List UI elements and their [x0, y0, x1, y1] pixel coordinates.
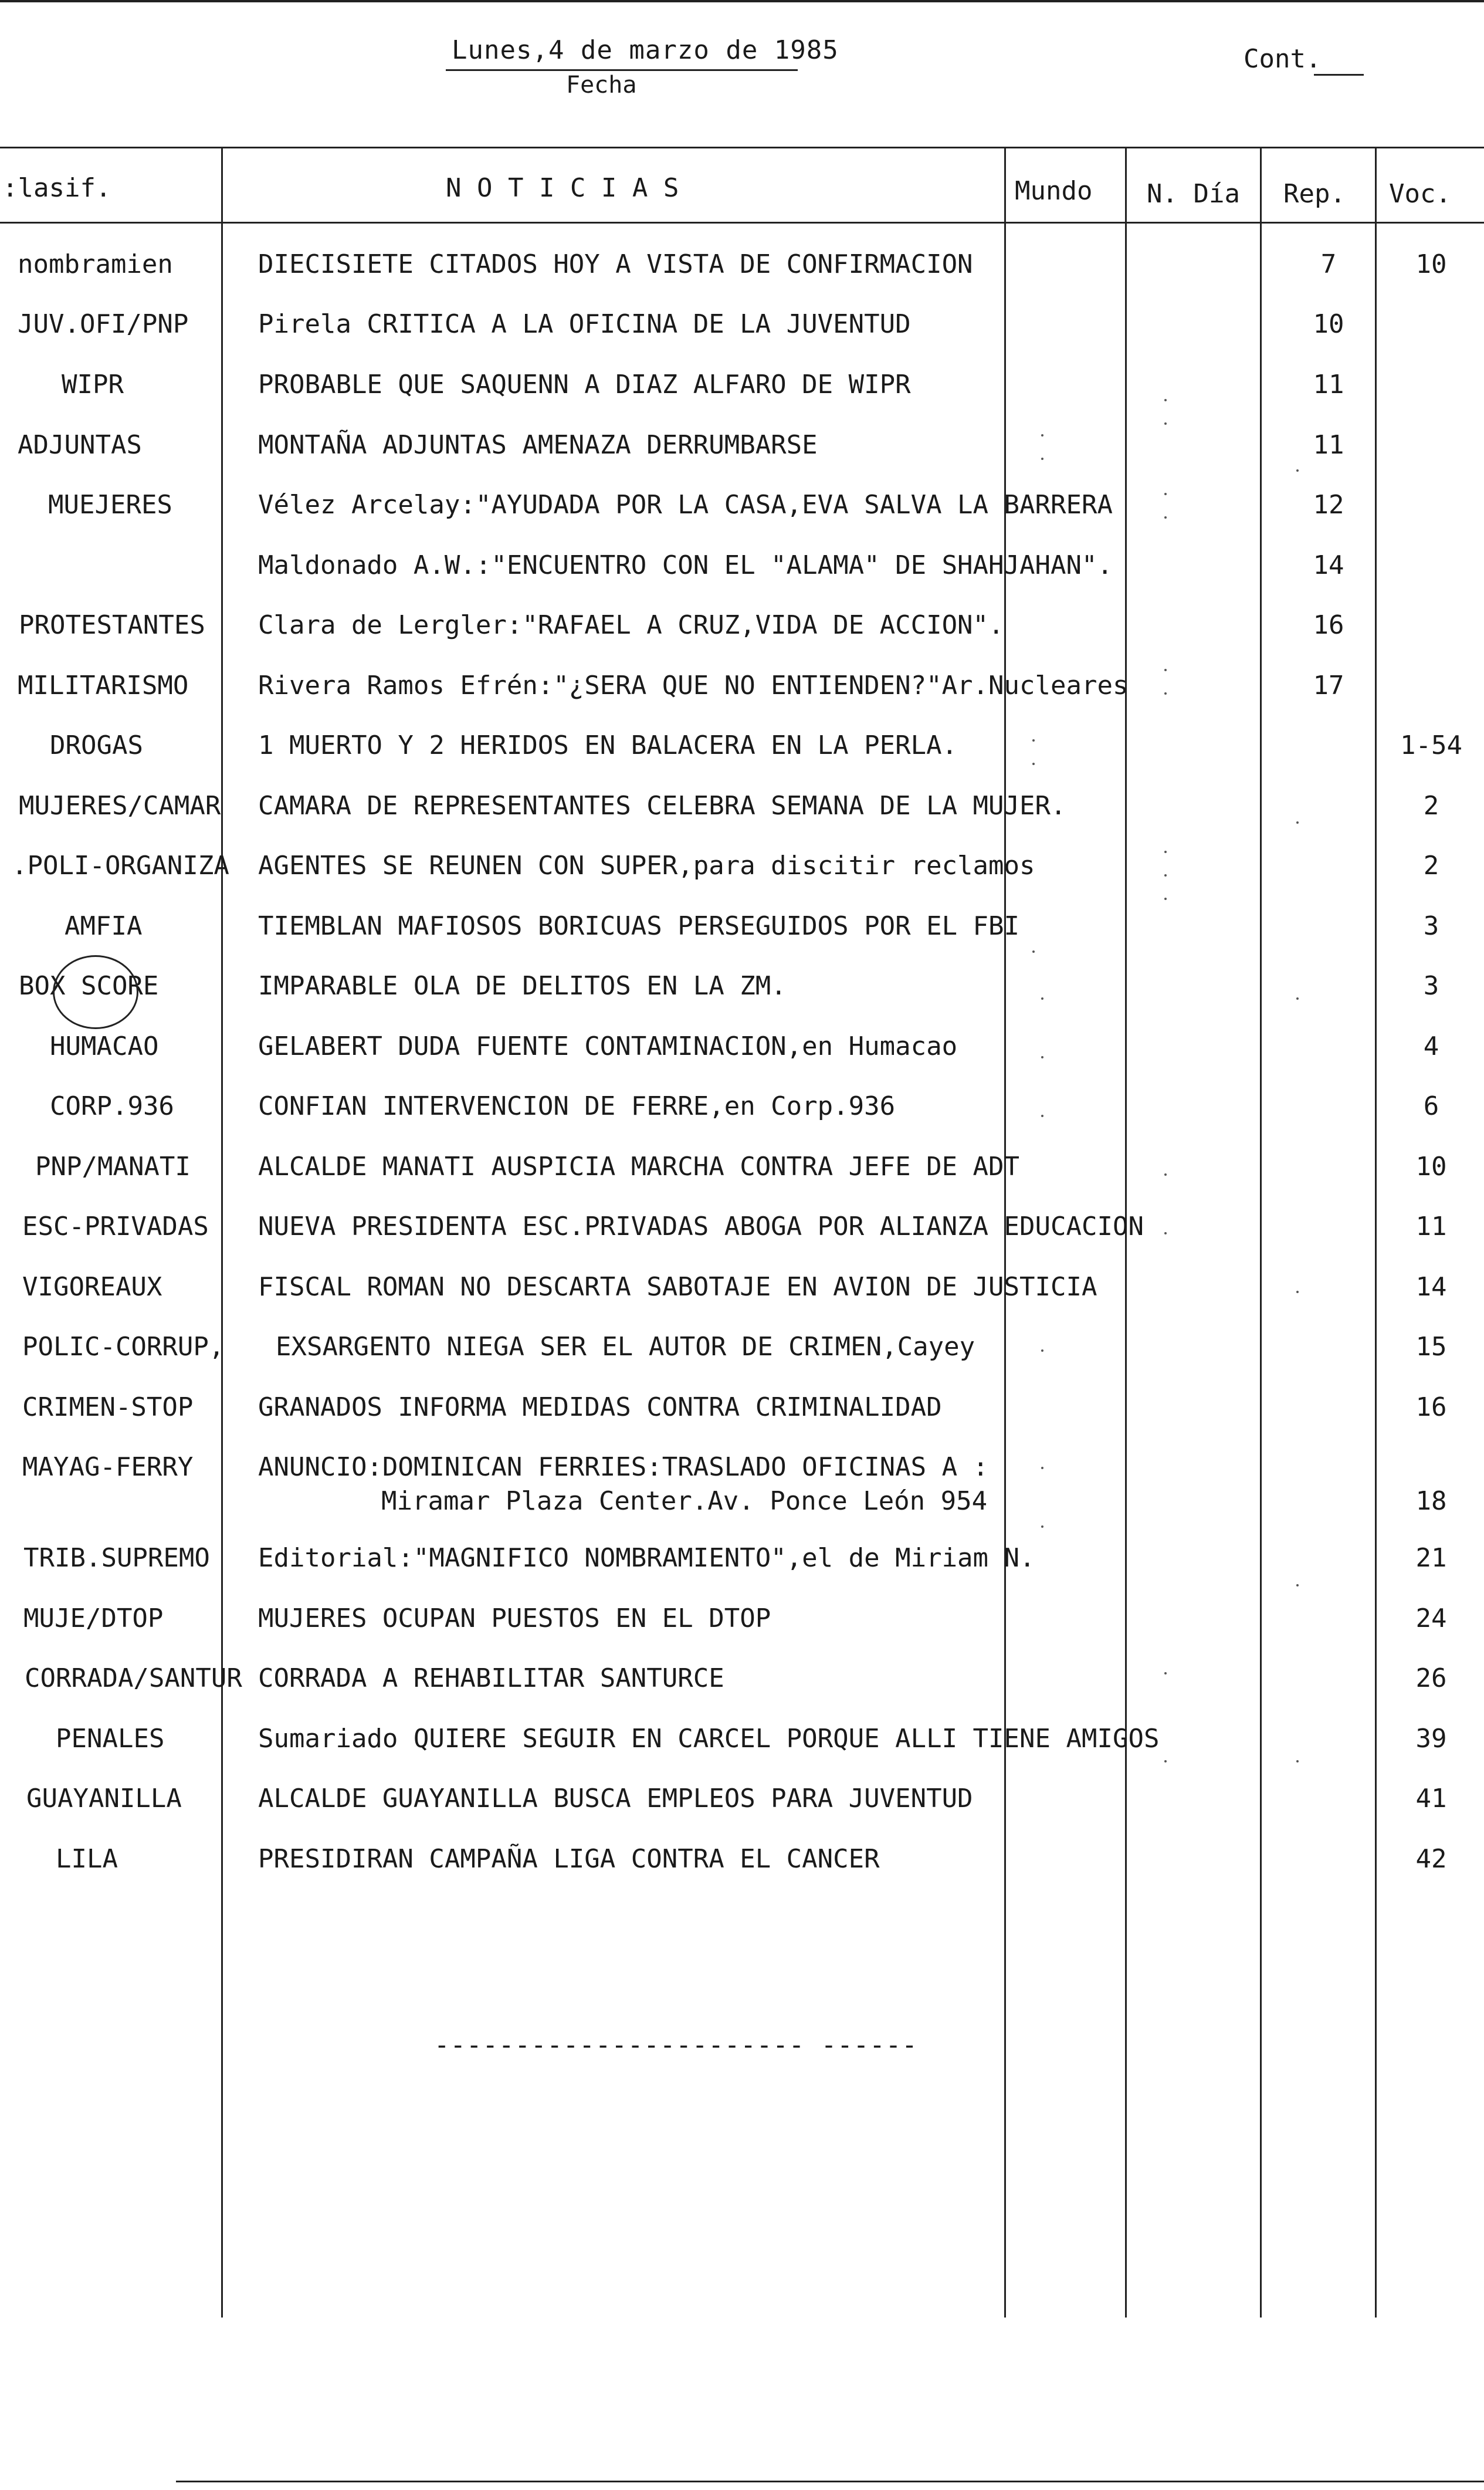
row-headline: PRESIDIRAN CAMPAÑA LIGA CONTRA EL CANCER	[258, 1844, 880, 1874]
row-clasif: MUJE/DTOP	[23, 1603, 164, 1633]
row-voc: 39	[1415, 1724, 1447, 1754]
table-row	[0, 1452, 1484, 1546]
row-clasif: nombramien	[18, 249, 173, 279]
row-voc: 21	[1415, 1543, 1447, 1573]
table-row	[0, 1332, 1484, 1379]
row-voc: 14	[1415, 1272, 1447, 1302]
row-clasif: LILA	[56, 1844, 118, 1874]
row-clasif: .POLI-ORGANIZA	[12, 851, 229, 881]
date-underline	[446, 69, 798, 71]
table-row	[0, 490, 1484, 537]
row-headline: Clara de Lergler:"RAFAEL A CRUZ,VIDA DE ACCION".	[258, 610, 1004, 640]
col-header-noticias: N O T I C I A S	[446, 173, 679, 203]
table-row	[0, 671, 1484, 718]
cont-blank-line	[1314, 74, 1364, 76]
row-voc: 18	[1415, 1486, 1447, 1516]
row-voc: 26	[1415, 1663, 1447, 1693]
table-row	[0, 370, 1484, 417]
row-voc: 2	[1423, 791, 1439, 821]
end-separator: ----------------------- ------	[434, 2030, 918, 2060]
row-headline: ALCALDE MANATI AUSPICIA MARCHA CONTRA JEFE DE ADT	[258, 1152, 1020, 1182]
table-row	[0, 1031, 1484, 1078]
row-headline: Pirela CRITICA A LA OFICINA DE LA JUVENTUD	[258, 309, 911, 339]
row-clasif: MUEJERES	[48, 490, 172, 520]
row-headline: FISCAL ROMAN NO DESCARTA SABOTAJE EN AVION DE JUSTICIA	[258, 1272, 1097, 1302]
table-row	[0, 1784, 1484, 1831]
row-voc: 24	[1415, 1603, 1447, 1633]
row-clasif: BOX SCORE	[19, 971, 159, 1001]
row-clasif: TRIB.SUPREMO	[23, 1543, 210, 1573]
row-clasif: HUMACAO	[50, 1031, 159, 1061]
row-headline: Vélez Arcelay:"AYUDADA POR LA CASA,EVA SALVA LA BARRERA	[258, 490, 1113, 520]
row-clasif: DROGAS	[50, 730, 143, 760]
row-clasif: AMFIA	[65, 911, 143, 941]
row-headline: EXSARGENTO NIEGA SER EL AUTOR DE CRIMEN,Cayey	[276, 1332, 975, 1362]
table-row	[0, 1603, 1484, 1650]
row-clasif: VIGOREAUX	[22, 1272, 162, 1302]
row-voc: 2	[1423, 851, 1439, 881]
col-header-mundo: Mundo	[1015, 176, 1093, 206]
row-clasif: WIPR	[62, 370, 124, 400]
row-voc: 11	[1415, 1212, 1447, 1241]
table-row	[0, 1152, 1484, 1199]
row-headline: MUJERES OCUPAN PUESTOS EN EL DTOP	[258, 1603, 771, 1633]
row-rep: 11	[1313, 430, 1344, 460]
col-header-voc: Voc.	[1389, 179, 1451, 209]
col-header-clasif: :lasif.	[2, 173, 111, 203]
row-voc: 15	[1415, 1332, 1447, 1362]
row-rep: 14	[1313, 550, 1344, 580]
row-headline: ALCALDE GUAYANILLA BUSCA EMPLEOS PARA JUVENTUD	[258, 1784, 973, 1814]
row-clasif: MUJERES/CAMAR	[19, 791, 221, 821]
row-rep: 10	[1313, 309, 1344, 339]
row-clasif: POLIC-CORRUP,	[22, 1332, 225, 1362]
row-headline: PROBABLE QUE SAQUENN A DIAZ ALFARO DE WIPR	[258, 370, 911, 400]
table-row	[0, 791, 1484, 838]
row-headline: DIECISIETE CITADOS HOY A VISTA DE CONFIRMACION	[258, 249, 973, 279]
row-clasif: MAYAG-FERRY	[22, 1452, 194, 1482]
table-row	[0, 610, 1484, 657]
row-headline: GELABERT DUDA FUENTE CONTAMINACION,en Humacao	[258, 1031, 958, 1061]
header-date: Lunes,4 de marzo de 1985	[452, 35, 839, 65]
table-row	[0, 1543, 1484, 1590]
table-row	[0, 550, 1484, 597]
row-clasif: PROTESTANTES	[19, 610, 205, 640]
row-clasif: CRIMEN-STOP	[22, 1392, 194, 1422]
row-voc: 41	[1415, 1784, 1447, 1814]
table-row	[0, 730, 1484, 777]
row-headline-continued: Miramar Plaza Center.Av. Ponce León 954	[381, 1486, 988, 1516]
header-date-label: Fecha	[566, 72, 637, 99]
row-headline: 1 MUERTO Y 2 HERIDOS EN BALACERA EN LA PERLA.	[258, 730, 958, 760]
row-clasif: GUAYANILLA	[26, 1784, 182, 1814]
col-header-ndia: N. Día	[1147, 179, 1240, 209]
row-voc: 10	[1415, 1152, 1447, 1182]
table-row	[0, 1724, 1484, 1771]
row-headline: Rivera Ramos Efrén:"¿SERA QUE NO ENTIENDEN?"Ar.Nucleares	[258, 671, 1129, 701]
row-rep: 11	[1313, 370, 1344, 400]
row-clasif: CORRADA/SANTUR	[25, 1663, 242, 1693]
row-headline: ANUNCIO:DOMINICAN FERRIES:TRASLADO OFICINAS A :	[258, 1452, 989, 1482]
row-clasif: MILITARISMO	[18, 671, 189, 701]
row-headline: Maldonado A.W.:"ENCUENTRO CON EL "ALAMA" DE SHAHJAHAN".	[258, 550, 1113, 580]
row-headline: CONFIAN INTERVENCION DE FERRE,en Corp.936	[258, 1091, 896, 1121]
row-headline: Sumariado QUIERE SEGUIR EN CARCEL PORQUE ALLI TIENE AMIGOS	[258, 1724, 1160, 1754]
header-cont-label: Cont.	[1244, 44, 1322, 74]
handwritten-circle-mark	[53, 955, 138, 1029]
row-clasif: ESC-PRIVADAS	[22, 1212, 209, 1241]
row-headline: AGENTES SE REUNEN CON SUPER,para discitir reclamos	[258, 851, 1035, 881]
row-headline: Editorial:"MAGNIFICO NOMBRAMIENTO",el de Miriam N.	[258, 1543, 1035, 1573]
row-headline: CORRADA A REHABILITAR SANTURCE	[258, 1663, 724, 1693]
row-voc: 10	[1415, 249, 1447, 279]
row-voc: 42	[1415, 1844, 1447, 1874]
row-headline: GRANADOS INFORMA MEDIDAS CONTRA CRIMINALIDAD	[258, 1392, 942, 1422]
table-row	[0, 430, 1484, 477]
bottom-rule	[176, 2481, 1484, 2482]
table-row	[0, 249, 1484, 296]
row-headline: MONTAÑA ADJUNTAS AMENAZA DERRUMBARSE	[258, 430, 818, 460]
row-clasif: CORP.936	[50, 1091, 174, 1121]
row-rep: 12	[1313, 490, 1344, 520]
row-clasif: PENALES	[56, 1724, 165, 1754]
table-row	[0, 851, 1484, 898]
col-header-rep: Rep.	[1283, 179, 1346, 209]
table-row	[0, 1844, 1484, 1891]
row-headline: IMPARABLE OLA DE DELITOS EN LA ZM.	[258, 971, 787, 1001]
row-clasif: ADJUNTAS	[18, 430, 142, 460]
row-headline: TIEMBLAN MAFIOSOS BORICUAS PERSEGUIDOS POR EL FBI	[258, 911, 1020, 941]
row-voc: 6	[1423, 1091, 1439, 1121]
row-voc: 3	[1423, 911, 1439, 941]
row-rep: 16	[1313, 610, 1344, 640]
table-row	[0, 1091, 1484, 1138]
table-row	[0, 1392, 1484, 1439]
row-voc: 1-54	[1400, 730, 1462, 760]
table-row	[0, 1272, 1484, 1319]
table-row	[0, 971, 1484, 1018]
table-row	[0, 1663, 1484, 1710]
row-rep: 17	[1313, 671, 1344, 701]
row-clasif: JUV.OFI/PNP	[18, 309, 189, 339]
row-rep: 7	[1320, 249, 1337, 279]
table-row	[0, 911, 1484, 958]
row-headline: CAMARA DE REPRESENTANTES CELEBRA SEMANA DE LA MUJER.	[258, 791, 1066, 821]
row-voc: 16	[1415, 1392, 1447, 1422]
row-clasif: PNP/MANATI	[35, 1152, 191, 1182]
row-headline: NUEVA PRESIDENTA ESC.PRIVADAS ABOGA POR ALIANZA EDUCACION	[258, 1212, 1144, 1241]
table-row	[0, 1212, 1484, 1258]
top-border	[0, 0, 1484, 2]
row-voc: 3	[1423, 971, 1439, 1001]
table-row	[0, 309, 1484, 356]
row-voc: 4	[1423, 1031, 1439, 1061]
